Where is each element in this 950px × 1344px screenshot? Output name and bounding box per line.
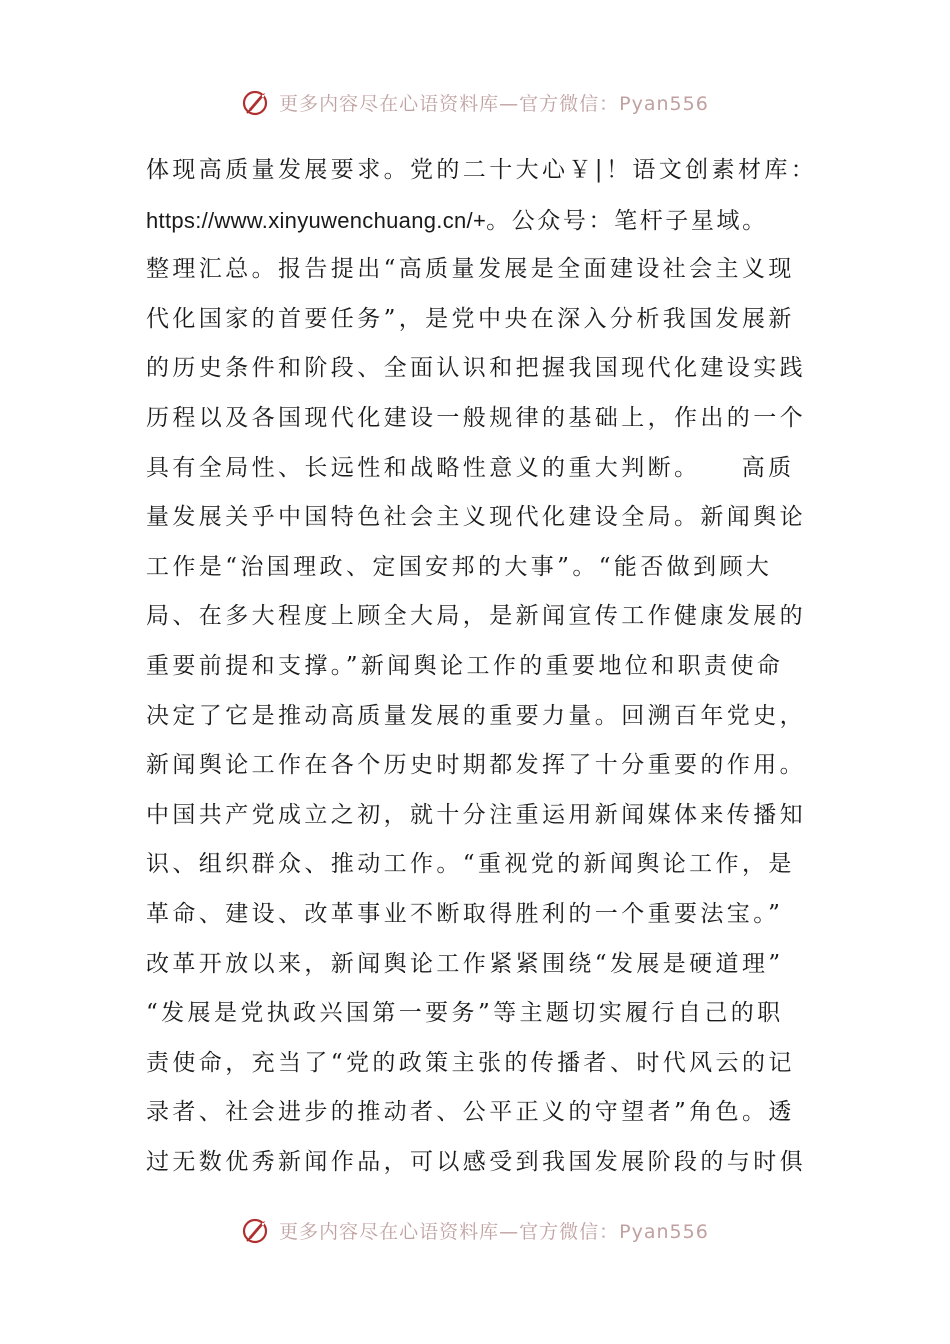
- banner-text: 更多内容尽在心语资料库—官方微信：Pyan556: [279, 1220, 709, 1243]
- text-line: 决定了它是推动高质量发展的重要力量。回溯百年党史，: [146, 702, 806, 729]
- text-line: 工作是“治国理政、定国安邦的大事”。“能否做到顾大: [146, 553, 773, 580]
- text-line: 责使命，充当了“党的政策主张的传播者、时代风云的记: [146, 1049, 795, 1076]
- footer-banner: [0, 1210, 950, 1250]
- text-line: 录者、社会进步的推动者、公平正义的守望者”角色。透: [146, 1099, 795, 1126]
- document-body: [146, 146, 818, 1187]
- text-line: 历程以及各国现代化建设一般规律的基础上，作出的一个: [146, 404, 806, 431]
- url-line-rest: 。公众号：笔杆子星域。: [486, 207, 768, 234]
- text-line: 中国共产党成立之初，就十分注重运用新闻媒体来传播知: [146, 801, 806, 828]
- text-line: 重要前提和支撑。”新闻舆论工作的重要地位和职责使命: [146, 652, 784, 679]
- text-line: 革命、建设、改革事业不断取得胜利的一个重要法宝。”: [146, 900, 784, 927]
- text-line: “发展是党执政兴国第一要务”等主题切实履行自己的职: [146, 1000, 784, 1027]
- text-line: 过无数优秀新闻作品，可以感受到我国发展阶段的与时俱: [146, 1148, 806, 1175]
- website-link[interactable]: https://www.xinyuwenchuang.cn/+: [146, 207, 487, 233]
- text-line: 量发展关乎中国特色社会主义现代化建设全局。新闻舆论: [146, 504, 806, 531]
- header-banner: [0, 82, 950, 122]
- text-line: 体现高质量发展要求。党的二十大心￥|！语文创素材库：: [146, 157, 818, 183]
- pen-nib-logo-icon: [241, 1215, 271, 1245]
- text-line: 识、组织群众、推动工作。“重视党的新闻舆论工作，是: [146, 851, 795, 878]
- pen-nib-logo-icon: [241, 87, 271, 117]
- text-line: 新闻舆论工作在各个历史时期都发挥了十分重要的作用。: [146, 752, 806, 779]
- text-line: 的历史条件和阶段、全面认识和把握我国现代化建设实践: [146, 355, 806, 382]
- text-line: 改革开放以来，新闻舆论工作紧紧围绕“发展是硬道理”: [146, 950, 784, 977]
- text-line: 整理汇总。报告提出“高质量发展是全面建设社会主义现: [146, 256, 795, 283]
- text-line: 局、在多大程度上顾全大局，是新闻宣传工作健康发展的: [146, 603, 806, 630]
- text-line: 代化国家的首要任务”，是党中央在深入分析我国发展新: [146, 305, 795, 332]
- text-line: 具有全局性、长远性和战略性意义的重大判断。 高质: [146, 454, 795, 481]
- banner-text: 更多内容尽在心语资料库—官方微信：Pyan556: [279, 92, 709, 115]
- url-line: [146, 196, 808, 246]
